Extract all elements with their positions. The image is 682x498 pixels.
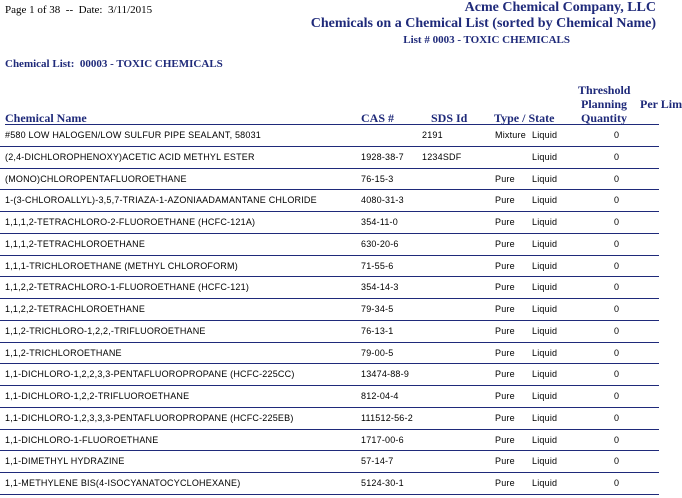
state-cell: Liquid: [532, 238, 558, 249]
threshold-cell: 0: [614, 434, 620, 445]
type-cell: Pure: [495, 456, 515, 467]
chemical-name-cell: 1,1,2,2-TETRACHLORO-1-FLUOROETHANE (HCFC-121): [5, 282, 250, 293]
threshold-cell: 0: [614, 391, 620, 401]
state-cell: Liquid: [532, 217, 558, 227]
table-row: [0, 212, 659, 234]
threshold-cell: 0: [614, 130, 620, 140]
type-cell: Pure: [495, 391, 515, 401]
table-row: [0, 256, 659, 278]
chemical-name-cell: 1,1-DICHLORO-1-FLUOROETHANE: [5, 434, 159, 445]
threshold-cell: 0: [614, 217, 620, 227]
table-row: [0, 386, 659, 408]
cas-number-cell: 5124-30-1: [361, 478, 404, 488]
state-cell: Liquid: [532, 434, 558, 445]
table-row: [0, 277, 659, 299]
type-cell: Pure: [495, 282, 515, 293]
state-cell: Liquid: [532, 478, 558, 488]
cas-number-cell: 630-20-6: [361, 238, 399, 249]
table-row: [0, 473, 659, 495]
table-row: [0, 234, 659, 256]
type-cell: Pure: [495, 369, 515, 380]
cas-number-cell: 812-04-4: [361, 391, 399, 401]
state-cell: Liquid: [532, 304, 558, 314]
chemical-name-cell: 1,1,2-TRICHLOROETHANE: [5, 347, 122, 358]
state-cell: Liquid: [532, 391, 558, 401]
threshold-cell: 0: [614, 195, 620, 206]
column-header-sds-id: SDS Id: [431, 111, 468, 125]
state-cell: Liquid: [532, 195, 558, 206]
cas-number-cell: 76-15-3: [361, 173, 394, 184]
state-cell: Liquid: [532, 369, 558, 380]
cas-number-cell: 354-14-3: [361, 282, 399, 293]
column-header-threshold: Threshold Planning Quantity: [578, 83, 631, 125]
state-cell: Liquid: [532, 151, 558, 162]
column-header-permit-limit: Per Lim: [640, 97, 682, 111]
chemical-name-cell: (2,4-DICHLOROPHENOXY)ACETIC ACID METHYL ESTER: [5, 151, 255, 162]
chemical-name-cell: 1,1-DIMETHYL HYDRAZINE: [5, 456, 125, 467]
table-row: [0, 321, 659, 343]
chemical-table: [0, 125, 659, 495]
table-row: [0, 430, 659, 452]
chemical-name-cell: 1,1,2,2-TETRACHLOROETHANE: [5, 304, 146, 314]
table-row: [0, 169, 659, 191]
type-cell: Pure: [495, 412, 515, 423]
sds-id-cell: 1234SDF: [422, 151, 462, 162]
chemical-name-cell: 1,1,1,2-TETRACHLORO-2-FLUOROETHANE (HCFC-121A): [5, 217, 256, 227]
threshold-cell: 0: [614, 412, 620, 423]
table-row: [0, 125, 659, 147]
list-number: List # 0003 - TOXIC CHEMICALS: [403, 34, 570, 46]
threshold-cell: 0: [614, 347, 620, 358]
cas-number-cell: 79-34-5: [361, 304, 394, 314]
type-cell: Pure: [495, 478, 515, 488]
state-cell: Liquid: [532, 325, 558, 336]
threshold-cell: 0: [614, 260, 620, 271]
state-cell: Liquid: [532, 130, 558, 140]
chemical-name-cell: (MONO)CHLOROPENTAFLUOROETHANE: [5, 173, 187, 184]
threshold-cell: 0: [614, 238, 620, 249]
cas-number-cell: 79-00-5: [361, 347, 394, 358]
type-cell: Pure: [495, 325, 515, 336]
chemical-name-cell: #580 LOW HALOGEN/LOW SULFUR PIPE SEALANT, 58031: [5, 130, 261, 140]
column-header-cas: CAS #: [361, 111, 395, 125]
page-info: Page 1 of 38 -- Date: 3/11/2015: [5, 4, 153, 16]
company-name: Acme Chemical Company, LLC: [464, 0, 656, 15]
table-row: [0, 299, 659, 321]
cas-number-cell: 111512-56-2: [361, 412, 413, 423]
state-cell: Liquid: [532, 282, 558, 293]
threshold-cell: 0: [614, 304, 620, 314]
table-row: [0, 343, 659, 365]
report-title: Chemicals on a Chemical List (sorted by Chemical Name): [310, 16, 656, 31]
threshold-cell: 0: [614, 369, 620, 380]
type-cell: Pure: [495, 195, 515, 206]
table-row: [0, 451, 659, 473]
chemical-name-cell: 1,1,1-TRICHLOROETHANE (METHYL CHLOROFORM): [5, 260, 238, 271]
threshold-cell: 0: [614, 478, 620, 488]
type-cell: Mixture: [495, 130, 526, 140]
state-cell: Liquid: [532, 173, 558, 184]
cas-number-cell: 354-11-0: [361, 217, 398, 227]
chemical-name-cell: 1,1-DICHLORO-1,2,3,3,3-PENTAFLUOROPROPANE (HCFC-225EB): [5, 412, 294, 423]
cas-number-cell: 57-14-7: [361, 456, 394, 467]
column-header-type-state: Type / State: [494, 111, 555, 125]
type-cell: Pure: [495, 260, 515, 271]
cas-number-cell: 1928-38-7: [361, 151, 404, 162]
table-row: [0, 190, 659, 212]
sds-id-cell: 2191: [422, 130, 443, 140]
chemical-name-cell: 1,1-METHYLENE BIS(4-ISOCYANATOCYCLOHEXANE): [5, 478, 241, 488]
chemical-name-cell: 1,1,1,2-TETRACHLOROETHANE: [5, 238, 146, 249]
chemical-list-label: Chemical List: 00003 - TOXIC CHEMICALS: [5, 58, 223, 70]
cas-number-cell: 76-13-1: [361, 325, 394, 336]
type-cell: Pure: [495, 347, 515, 358]
cas-number-cell: 13474-88-9: [361, 369, 410, 380]
state-cell: Liquid: [532, 260, 558, 271]
state-cell: Liquid: [532, 347, 558, 358]
state-cell: Liquid: [532, 456, 558, 467]
chemical-name-cell: 1-(3-CHLOROALLYL)-3,5,7-TRIAZA-1-AZONIAADAMANTANE CHLORIDE: [5, 195, 317, 206]
type-cell: Pure: [495, 434, 515, 445]
table-row: [0, 408, 659, 430]
column-header-chemical-name: Chemical Name: [5, 111, 87, 125]
type-cell: Pure: [495, 304, 515, 314]
threshold-cell: 0: [614, 456, 620, 467]
cas-number-cell: 71-55-6: [361, 260, 394, 271]
threshold-cell: 0: [614, 325, 620, 336]
type-cell: Pure: [495, 217, 515, 227]
chemical-name-cell: 1,1-DICHLORO-1,2,2-TRIFLUOROETHANE: [5, 391, 190, 401]
type-cell: Pure: [495, 238, 515, 249]
chemical-name-cell: 1,1-DICHLORO-1,2,2,3,3-PENTAFLUOROPROPANE (HCFC-225CC): [5, 369, 295, 380]
type-cell: Pure: [495, 173, 515, 184]
chemical-name-cell: 1,1,2-TRICHLORO-1,2,2,-TRIFLUOROETHANE: [5, 325, 206, 336]
cas-number-cell: 4080-31-3: [361, 195, 404, 206]
table-row: [0, 364, 659, 386]
threshold-cell: 0: [614, 151, 620, 162]
threshold-cell: 0: [614, 173, 620, 184]
cas-number-cell: 1717-00-6: [361, 434, 404, 445]
state-cell: Liquid: [532, 412, 558, 423]
table-row: [0, 147, 659, 169]
threshold-cell: 0: [614, 282, 620, 293]
